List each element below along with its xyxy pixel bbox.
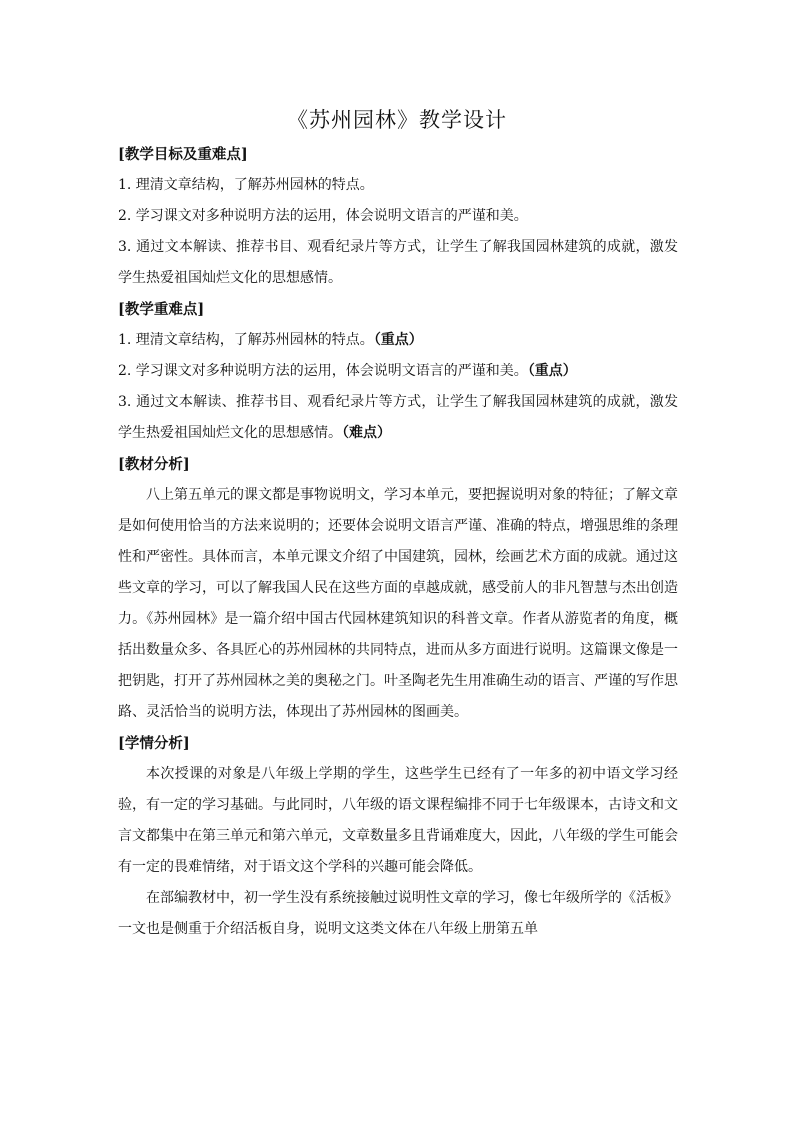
key-point-item bbox=[118, 356, 678, 387]
objective-item: 2. 学习课文对多种说明方法的运用，体会说明文语言的严谨和美。 bbox=[118, 208, 528, 224]
key-point-text: 3. 通过文本解读、推荐书目、观看纪录片等方式，让学生了解我国园林建筑的成就，激发学生热爱祖国灿烂文化的思想感情。 bbox=[118, 394, 678, 441]
key-point-text: 1. 理清文章结构，了解苏州园林的特点。 bbox=[118, 332, 374, 348]
section-heading-textbook: [教材分析] bbox=[118, 456, 190, 473]
document-title: 《苏州园林》教学设计 bbox=[287, 108, 507, 132]
key-point-item bbox=[118, 325, 678, 356]
key-point-text: 2. 学习课文对多种说明方法的运用，体会说明文语言的严谨和美。 bbox=[118, 363, 528, 379]
student-analysis-paragraph: 本次授课的对象是八年级上学期的学生，这些学生已经有了一年多的初中语文学习经验，有一定的学习基础。与此同时，八年级的语文课程编排不同于七年级课本，古诗文和文言文都集中在第三单元和第六单元，文章数量多且背诵难度大，因此，八年级的学生可能会有一定的畏难情绪，对于语文这个学科的兴趣可能会降低。 bbox=[118, 766, 678, 875]
section-heading-objectives: [教学目标及重难点] bbox=[118, 146, 248, 163]
section-heading-key-points: [教学重难点] bbox=[118, 301, 205, 318]
student-analysis-paragraph: 在部编教材中，初一学生没有系统接触过说明性文章的学习，像七年级所学的《活板》一文也是侧重于介绍活板自身，说明文这类文体在八年级上册第五单 bbox=[118, 890, 678, 937]
key-point-mark: （重点） bbox=[527, 363, 577, 379]
document-body bbox=[118, 139, 678, 945]
objective-item: 1. 理清文章结构，了解苏州园林的特点。 bbox=[118, 177, 374, 193]
key-point-mark: （重点） bbox=[373, 332, 423, 348]
key-point-mark: （难点） bbox=[342, 425, 391, 441]
textbook-analysis-paragraph: 八上第五单元的课文都是事物说明文，学习本单元，要把握说明对象的特征；了解文章是如何使用恰当的方法来说明的；还要体会说明文语言严谨、准确的特点，增强思维的条理性和严密性。具体而言，本单元课文介绍了中国建筑，园林，绘画艺术方面的成就。通过这些文章的学习，可以了解我国人民在这些方面的卓越成就，感受前人的非凡智慧与杰出创造力。《苏州园林》是一篇介绍中国古代园林建筑知识的科普文章。作者从游览者的角度，概括出数量众多、各具匠心的苏州园林的共同特点，进而从多方面进行说明。这篇课文像是一把钥匙，打开了苏州园林之美的奥秘之门。叶圣陶老先生用准确生动的语言、严谨的写作思路、灵活恰当的说明方法，体现出了苏州园林的图画美。 bbox=[118, 487, 678, 720]
section-heading-students: [学情分析] bbox=[118, 735, 190, 752]
objective-item: 3. 通过文本解读、推荐书目、观看纪录片等方式，让学生了解我国园林建筑的成就，激发学生热爱祖国灿烂文化的思想感情。 bbox=[118, 239, 678, 286]
key-point-item bbox=[118, 387, 678, 449]
